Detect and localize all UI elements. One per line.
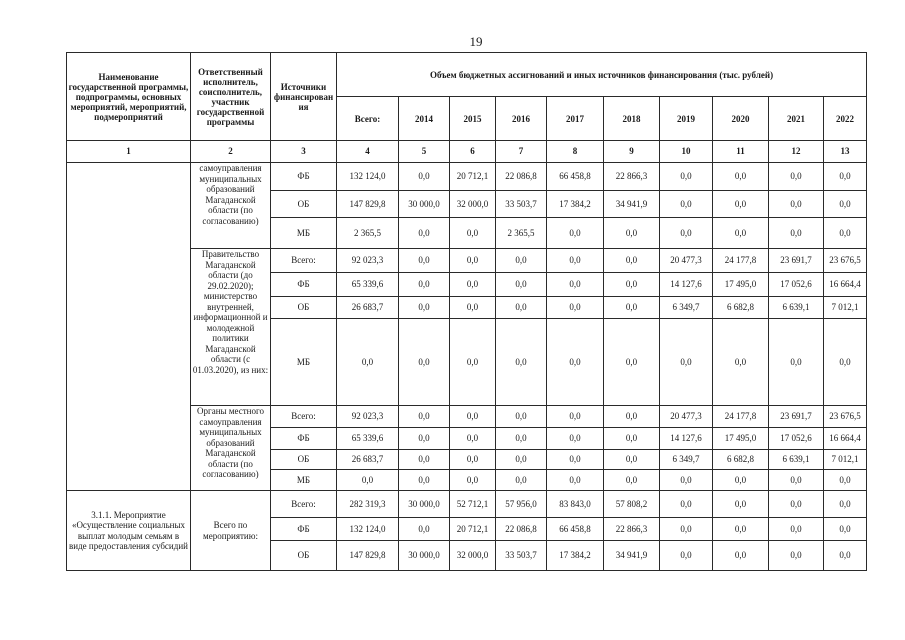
value-cell: 0,0 (547, 450, 604, 470)
value-cell: 0,0 (660, 218, 713, 249)
year-header: 2020 (713, 97, 769, 141)
value-cell: 0,0 (547, 428, 604, 450)
source-cell: ФБ (271, 163, 337, 191)
value-cell: 20 477,3 (660, 406, 713, 428)
value-cell: 0,0 (713, 191, 769, 218)
year-header: 2019 (660, 97, 713, 141)
value-cell: 6 349,7 (660, 450, 713, 470)
value-cell: 33 503,7 (496, 541, 547, 571)
value-cell: 66 458,8 (547, 518, 604, 541)
value-cell: 0,0 (399, 273, 450, 297)
value-cell: 0,0 (604, 297, 660, 319)
responsible-cell: самоуправления муниципальных образований Магаданской области (по согласованию) (191, 163, 271, 249)
value-cell: 0,0 (496, 249, 547, 273)
value-cell: 0,0 (769, 191, 824, 218)
value-cell: 22 086,8 (496, 518, 547, 541)
value-cell: 30 000,0 (399, 491, 450, 518)
value-cell: 0,0 (660, 541, 713, 571)
value-cell: 26 683,7 (337, 297, 399, 319)
value-cell: 16 664,4 (824, 428, 867, 450)
value-cell: 0,0 (450, 297, 496, 319)
value-cell: 34 941,9 (604, 541, 660, 571)
value-cell: 23 676,5 (824, 249, 867, 273)
value-cell: 0,0 (337, 319, 399, 406)
value-cell: 30 000,0 (399, 191, 450, 218)
value-cell: 0,0 (713, 491, 769, 518)
year-header-total: Всего: (337, 97, 399, 141)
value-cell: 0,0 (399, 218, 450, 249)
row-name-cell (67, 163, 191, 491)
value-cell: 0,0 (660, 518, 713, 541)
source-cell: ФБ (271, 518, 337, 541)
source-cell: МБ (271, 319, 337, 406)
value-cell: 0,0 (604, 273, 660, 297)
value-cell: 6 349,7 (660, 297, 713, 319)
source-cell: Всего: (271, 249, 337, 273)
value-cell: 0,0 (713, 218, 769, 249)
value-cell: 7 012,1 (824, 297, 867, 319)
value-cell: 147 829,8 (337, 191, 399, 218)
value-cell: 6 682,8 (713, 297, 769, 319)
value-cell: 0,0 (547, 218, 604, 249)
value-cell: 22 866,3 (604, 163, 660, 191)
value-cell: 0,0 (450, 273, 496, 297)
value-cell: 0,0 (824, 163, 867, 191)
source-cell: ОБ (271, 297, 337, 319)
value-cell: 6 682,8 (713, 450, 769, 470)
value-cell: 147 829,8 (337, 541, 399, 571)
value-cell: 132 124,0 (337, 163, 399, 191)
value-cell: 0,0 (660, 191, 713, 218)
column-number-cell: 11 (713, 141, 769, 163)
responsible-cell: Всего по мероприятию: (191, 491, 271, 571)
value-cell: 0,0 (547, 319, 604, 406)
value-cell: 0,0 (713, 518, 769, 541)
value-cell: 0,0 (769, 163, 824, 191)
year-header: 2017 (547, 97, 604, 141)
value-cell: 0,0 (399, 163, 450, 191)
value-cell: 2 365,5 (337, 218, 399, 249)
column-number-cell: 10 (660, 141, 713, 163)
value-cell: 65 339,6 (337, 428, 399, 450)
value-cell: 0,0 (713, 541, 769, 571)
value-cell: 0,0 (547, 406, 604, 428)
value-cell: 52 712,1 (450, 491, 496, 518)
value-cell: 0,0 (450, 470, 496, 491)
column-number-row (67, 141, 867, 163)
value-cell: 17 384,2 (547, 191, 604, 218)
value-cell: 23 691,7 (769, 249, 824, 273)
value-cell: 0,0 (604, 470, 660, 491)
value-cell: 0,0 (769, 319, 824, 406)
value-cell: 0,0 (496, 297, 547, 319)
value-cell: 0,0 (824, 518, 867, 541)
value-cell: 0,0 (604, 249, 660, 273)
value-cell: 0,0 (824, 470, 867, 491)
table-header (67, 53, 867, 141)
value-cell: 0,0 (604, 450, 660, 470)
source-cell: ОБ (271, 191, 337, 218)
value-cell: 0,0 (450, 406, 496, 428)
value-cell: 0,0 (604, 428, 660, 450)
value-cell: 0,0 (713, 319, 769, 406)
value-cell: 0,0 (399, 297, 450, 319)
value-cell: 0,0 (496, 273, 547, 297)
value-cell: 0,0 (496, 470, 547, 491)
value-cell: 0,0 (450, 428, 496, 450)
column-number-cell: 13 (824, 141, 867, 163)
value-cell: 0,0 (547, 297, 604, 319)
value-cell: 0,0 (769, 518, 824, 541)
value-cell: 57 956,0 (496, 491, 547, 518)
value-cell: 0,0 (496, 319, 547, 406)
value-cell: 23 691,7 (769, 406, 824, 428)
value-cell: 2 365,5 (496, 218, 547, 249)
value-cell: 57 808,2 (604, 491, 660, 518)
column-number-cell: 9 (604, 141, 660, 163)
value-cell: 23 676,5 (824, 406, 867, 428)
value-cell: 0,0 (496, 428, 547, 450)
value-cell: 0,0 (450, 218, 496, 249)
value-cell: 0,0 (450, 249, 496, 273)
value-cell: 30 000,0 (399, 541, 450, 571)
value-cell: 20 477,3 (660, 249, 713, 273)
column-number-cell: 5 (399, 141, 450, 163)
value-cell: 0,0 (337, 470, 399, 491)
col-header-responsible: Ответственный исполнитель, соисполнитель, участник государственной программы (191, 53, 271, 141)
source-cell: ОБ (271, 450, 337, 470)
value-cell: 0,0 (824, 218, 867, 249)
value-cell: 17 495,0 (713, 273, 769, 297)
value-cell: 0,0 (660, 319, 713, 406)
value-cell: 7 012,1 (824, 450, 867, 470)
table-row (67, 163, 867, 191)
value-cell: 32 000,0 (450, 541, 496, 571)
value-cell: 0,0 (660, 163, 713, 191)
source-cell: Всего: (271, 406, 337, 428)
value-cell: 17 495,0 (713, 428, 769, 450)
budget-table (66, 52, 867, 571)
table-body (67, 141, 867, 571)
table-row (67, 491, 867, 518)
value-cell: 0,0 (824, 541, 867, 571)
value-cell: 6 639,1 (769, 297, 824, 319)
value-cell: 0,0 (496, 406, 547, 428)
column-number-cell: 4 (337, 141, 399, 163)
value-cell: 26 683,7 (337, 450, 399, 470)
value-cell: 0,0 (399, 450, 450, 470)
column-number-cell: 6 (450, 141, 496, 163)
source-cell: ФБ (271, 273, 337, 297)
page-number: 19 (469, 34, 483, 49)
value-cell: 32 000,0 (450, 191, 496, 218)
col-header-volume: Объем бюджетных ассигнований и иных источников финансирования (тыс. рублей) (337, 53, 867, 97)
value-cell: 0,0 (604, 319, 660, 406)
value-cell: 20 712,1 (450, 163, 496, 191)
value-cell: 0,0 (660, 491, 713, 518)
value-cell: 22 086,8 (496, 163, 547, 191)
value-cell: 20 712,1 (450, 518, 496, 541)
value-cell: 0,0 (604, 218, 660, 249)
value-cell: 66 458,8 (547, 163, 604, 191)
column-number-cell: 12 (769, 141, 824, 163)
value-cell: 0,0 (399, 518, 450, 541)
value-cell: 17 052,6 (769, 428, 824, 450)
value-cell: 0,0 (399, 249, 450, 273)
value-cell: 0,0 (450, 450, 496, 470)
value-cell: 92 023,3 (337, 249, 399, 273)
value-cell: 0,0 (399, 470, 450, 491)
column-number-cell: 8 (547, 141, 604, 163)
value-cell: 0,0 (713, 470, 769, 491)
responsible-cell: Органы местного самоуправления муниципальных образований Магаданской области (по согласованию) (191, 406, 271, 491)
value-cell: 0,0 (824, 491, 867, 518)
column-number-cell: 1 (67, 141, 191, 163)
source-cell: МБ (271, 470, 337, 491)
value-cell: 16 664,4 (824, 273, 867, 297)
value-cell: 0,0 (660, 470, 713, 491)
value-cell: 6 639,1 (769, 450, 824, 470)
source-cell: МБ (271, 218, 337, 249)
value-cell: 0,0 (769, 491, 824, 518)
value-cell: 14 127,6 (660, 428, 713, 450)
year-header: 2014 (399, 97, 450, 141)
value-cell: 0,0 (824, 319, 867, 406)
value-cell: 92 023,3 (337, 406, 399, 428)
value-cell: 17 052,6 (769, 273, 824, 297)
value-cell: 0,0 (399, 319, 450, 406)
year-header: 2015 (450, 97, 496, 141)
value-cell: 14 127,6 (660, 273, 713, 297)
col-header-name: Наименование государственной программы, подпрограммы, основных мероприятий, мероприятий, подмероприятий (67, 53, 191, 141)
col-header-sources: Источники финансирования (271, 53, 337, 141)
header-row (67, 53, 867, 97)
source-cell: Всего: (271, 491, 337, 518)
value-cell: 0,0 (604, 406, 660, 428)
value-cell: 0,0 (547, 249, 604, 273)
value-cell: 282 319,3 (337, 491, 399, 518)
source-cell: ФБ (271, 428, 337, 450)
value-cell: 34 941,9 (604, 191, 660, 218)
value-cell: 0,0 (496, 450, 547, 470)
year-header: 2021 (769, 97, 824, 141)
column-number-cell: 3 (271, 141, 337, 163)
source-cell: ОБ (271, 541, 337, 571)
value-cell: 132 124,0 (337, 518, 399, 541)
row-name-cell: 3.1.1. Мероприятие «Осуществление социальных выплат молодым семьям в виде предоставления субсидий (67, 491, 191, 571)
value-cell: 65 339,6 (337, 273, 399, 297)
value-cell: 0,0 (769, 218, 824, 249)
year-header: 2018 (604, 97, 660, 141)
value-cell: 17 384,2 (547, 541, 604, 571)
value-cell: 0,0 (547, 470, 604, 491)
column-number-cell: 7 (496, 141, 547, 163)
value-cell: 0,0 (399, 428, 450, 450)
value-cell: 0,0 (824, 191, 867, 218)
value-cell: 24 177,8 (713, 249, 769, 273)
year-header: 2022 (824, 97, 867, 141)
value-cell: 0,0 (450, 319, 496, 406)
column-number-cell: 2 (191, 141, 271, 163)
value-cell: 24 177,8 (713, 406, 769, 428)
value-cell: 83 843,0 (547, 491, 604, 518)
value-cell: 0,0 (769, 541, 824, 571)
value-cell: 33 503,7 (496, 191, 547, 218)
value-cell: 0,0 (399, 406, 450, 428)
value-cell: 0,0 (713, 163, 769, 191)
value-cell: 22 866,3 (604, 518, 660, 541)
value-cell: 0,0 (547, 273, 604, 297)
value-cell: 0,0 (769, 470, 824, 491)
year-header: 2016 (496, 97, 547, 141)
responsible-cell: Правительство Магаданской области (до 29.02.2020); министерство внутренней, информационной и молодежной политики Магаданской области (с 01.03.2020), из них: (191, 249, 271, 406)
